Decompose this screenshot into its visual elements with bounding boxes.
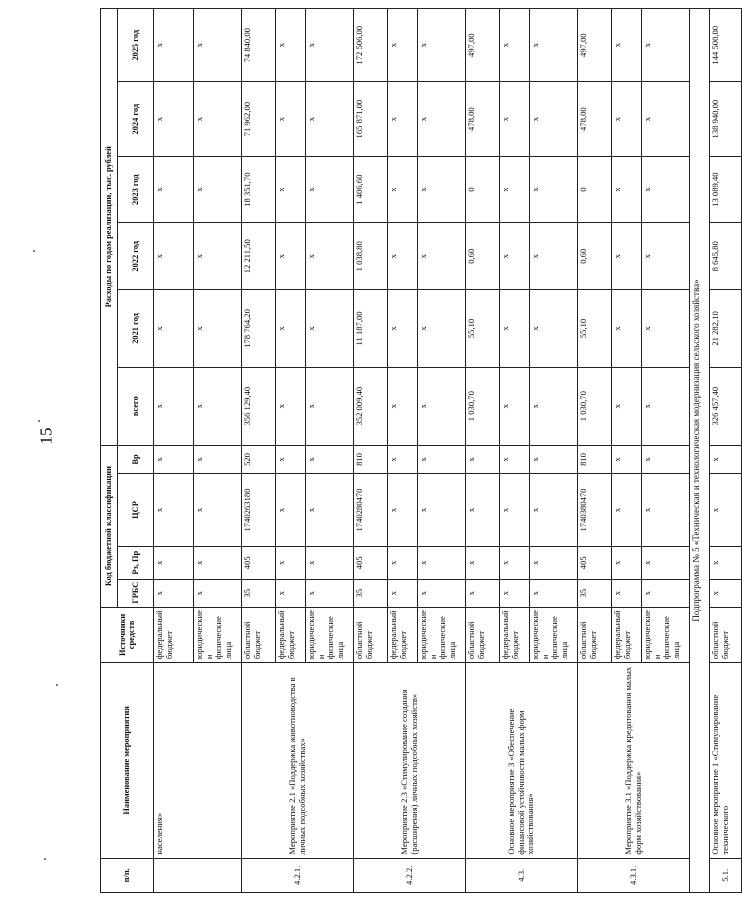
cell-2022: 1 038,80 — [354, 223, 388, 290]
cell-2025: х — [306, 9, 354, 82]
expenditure-table — [100, 8, 742, 893]
cell-csr: х — [530, 474, 578, 546]
scan-speck — [44, 858, 46, 860]
cell-vr: х — [418, 445, 466, 474]
cell-2025: х — [500, 9, 530, 82]
cell-vr: х — [466, 445, 500, 474]
cell-rzpr: х — [154, 546, 194, 579]
cell-total: х — [418, 367, 466, 445]
table-row — [710, 9, 742, 893]
cell-total: 352 009,40 — [354, 367, 388, 445]
cell-grbs: х — [154, 579, 194, 607]
cell-2021: х — [194, 290, 242, 368]
table-row — [354, 9, 388, 893]
cell-grbs: х — [418, 579, 466, 607]
cell-2025: х — [276, 9, 306, 82]
cell-2024: 165 871,00 — [354, 82, 388, 156]
row-source: федеральный бюджет — [276, 607, 306, 663]
cell-rzpr: 405 — [578, 546, 612, 579]
cell-2025: х — [530, 9, 578, 82]
cell-grbs: х — [530, 579, 578, 607]
cell-csr: х — [154, 474, 194, 546]
header-2024: 2024 год — [118, 82, 154, 156]
cell-2023: х — [154, 156, 194, 223]
cell-2023: х — [388, 156, 418, 223]
cell-2022: 8 645,80 — [710, 223, 742, 290]
cell-rzpr: х — [276, 546, 306, 579]
cell-rzpr: х — [418, 546, 466, 579]
cell-2021: х — [612, 290, 642, 368]
cell-total: х — [612, 367, 642, 445]
cell-total: х — [642, 367, 690, 445]
cell-2025: 497,00 — [578, 9, 612, 82]
cell-2023: х — [530, 156, 578, 223]
header-source: Источники средств — [101, 607, 154, 663]
cell-2021: х — [418, 290, 466, 368]
cell-2023: 13 089,40 — [710, 156, 742, 223]
row-name: Основное мероприятие 3 «Обеспечение финансовой устойчивости малых форм хозяйствования» — [466, 663, 578, 858]
row-name: Мероприятие 3.1 «Поддержка кредитования малых форм хозяйствования» — [578, 663, 690, 858]
cell-vr: х — [194, 445, 242, 474]
cell-vr: 810 — [578, 445, 612, 474]
page-number: 15 — [36, 427, 56, 445]
header-2025: 2025 год — [118, 9, 154, 82]
cell-vr: х — [530, 445, 578, 474]
cell-grbs: 35 — [242, 579, 276, 607]
cell-2024: х — [388, 82, 418, 156]
cell-2022: 0,60 — [578, 223, 612, 290]
row-source: юридические и физические лица — [194, 607, 242, 663]
cell-2021: 55,10 — [578, 290, 612, 368]
cell-vr: х — [642, 445, 690, 474]
cell-2022: х — [642, 223, 690, 290]
cell-csr: х — [418, 474, 466, 546]
cell-vr: х — [276, 445, 306, 474]
cell-grbs: 35 — [354, 579, 388, 607]
cell-total: х — [276, 367, 306, 445]
row-source: юридические и физические лица — [642, 607, 690, 663]
row-name: Основное мероприятие 1 «Стимулирование технического — [710, 663, 742, 858]
cell-vr: 810 — [354, 445, 388, 474]
cell-rzpr: х — [612, 546, 642, 579]
cell-2023: х — [276, 156, 306, 223]
cell-2024: 71 962,00 — [242, 82, 276, 156]
cell-csr: 1740280470 — [354, 474, 388, 546]
row-source: областной бюджет — [242, 607, 276, 663]
cell-rzpr: 405 — [354, 546, 388, 579]
table-row — [466, 9, 500, 893]
cell-2024: х — [154, 82, 194, 156]
header-expenses-group: Расходы по годам реализации, тыс. рублей — [101, 9, 118, 446]
cell-2025: х — [388, 9, 418, 82]
cell-2025: х — [154, 9, 194, 82]
cell-rzpr: х — [388, 546, 418, 579]
cell-csr: х — [500, 474, 530, 546]
row-num: 4.3.1. — [578, 858, 690, 892]
cell-2024: 478,00 — [578, 82, 612, 156]
cell-grbs: х — [306, 579, 354, 607]
cell-total: 326 457,40 — [710, 367, 742, 445]
row-source: областной бюджет — [578, 607, 612, 663]
header-csr: ЦСР — [118, 474, 154, 546]
cell-2022: х — [612, 223, 642, 290]
cell-2022: х — [194, 223, 242, 290]
cell-2021: х — [276, 290, 306, 368]
cell-2023: х — [642, 156, 690, 223]
row-name: населения» — [154, 663, 242, 858]
row-num: 4.2.2. — [354, 858, 466, 892]
row-source: юридические и физические лица — [306, 607, 354, 663]
header-name: Наименование мероприятия — [101, 663, 154, 858]
row-num: 5.1. — [710, 858, 742, 892]
cell-2022: 0,60 — [466, 223, 500, 290]
cell-grbs: х — [194, 579, 242, 607]
row-source: юридические и физические лица — [530, 607, 578, 663]
cell-grbs: х — [466, 579, 500, 607]
cell-2025: 74 840,00 — [242, 9, 276, 82]
cell-vr: х — [710, 445, 742, 474]
cell-total: 356 129,40 — [242, 367, 276, 445]
cell-2021: 21 282,10 — [710, 290, 742, 368]
cell-total: 1 030,70 — [466, 367, 500, 445]
cell-grbs: 35 — [578, 579, 612, 607]
cell-csr: х — [306, 474, 354, 546]
cell-2021: 55,10 — [466, 290, 500, 368]
cell-rzpr: х — [710, 546, 742, 579]
cell-vr: х — [612, 445, 642, 474]
cell-2022: х — [306, 223, 354, 290]
scan-speck — [38, 420, 40, 422]
subprogram-title: Подпрограмма № 5 «Техническая и технологическая модернизация сельского хозяйства» — [690, 9, 710, 893]
table-row — [242, 9, 276, 893]
cell-rzpr: х — [306, 546, 354, 579]
cell-rzpr: х — [500, 546, 530, 579]
cell-2024: х — [612, 82, 642, 156]
cell-rzpr: х — [466, 546, 500, 579]
row-source: федеральный бюджет — [388, 607, 418, 663]
cell-2021: х — [500, 290, 530, 368]
cell-2021: х — [530, 290, 578, 368]
cell-2021: 178 764,20 — [242, 290, 276, 368]
row-source: федеральный бюджет — [500, 607, 530, 663]
cell-2024: х — [194, 82, 242, 156]
cell-2025: х — [612, 9, 642, 82]
cell-rzpr: х — [530, 546, 578, 579]
header-rzpr: Рз, Пр — [118, 546, 154, 579]
cell-total: х — [306, 367, 354, 445]
cell-grbs: х — [612, 579, 642, 607]
cell-2024: х — [306, 82, 354, 156]
cell-csr: х — [612, 474, 642, 546]
cell-rzpr: х — [194, 546, 242, 579]
cell-2022: х — [388, 223, 418, 290]
header-code-group: Код бюджетной классификации — [101, 445, 118, 607]
row-source: областной бюджет — [466, 607, 500, 663]
cell-grbs: х — [710, 579, 742, 607]
cell-2023: х — [194, 156, 242, 223]
cell-2022: х — [530, 223, 578, 290]
cell-csr: х — [466, 474, 500, 546]
subprogram-row — [690, 9, 710, 893]
row-num: 4.3. — [466, 858, 578, 892]
cell-vr: х — [306, 445, 354, 474]
cell-2024: х — [530, 82, 578, 156]
cell-2023: 0 — [466, 156, 500, 223]
row-source: юридические и физические лица — [418, 607, 466, 663]
cell-csr: х — [642, 474, 690, 546]
cell-2021: х — [306, 290, 354, 368]
row-name: Мероприятие 2.1 «Поддержка животноводства в личных подсобных хозяйствах» — [242, 663, 354, 858]
cell-2023: 18 351,70 — [242, 156, 276, 223]
cell-2021: х — [642, 290, 690, 368]
cell-2025: х — [194, 9, 242, 82]
cell-total: х — [194, 367, 242, 445]
cell-total: х — [530, 367, 578, 445]
row-num — [154, 858, 242, 892]
cell-2023: х — [612, 156, 642, 223]
cell-2022: х — [418, 223, 466, 290]
cell-2024: х — [500, 82, 530, 156]
cell-csr: 1740380470 — [578, 474, 612, 546]
row-num: 4.2.1. — [242, 858, 354, 892]
row-source: областной бюджет — [710, 607, 742, 663]
cell-grbs: х — [388, 579, 418, 607]
cell-2025: 172 506,00 — [354, 9, 388, 82]
cell-total: х — [154, 367, 194, 445]
header-vr: Вр — [118, 445, 154, 474]
cell-2022: х — [276, 223, 306, 290]
cell-2023: х — [500, 156, 530, 223]
header-2021: 2021 год — [118, 290, 154, 368]
header-2022: 2022 год — [118, 223, 154, 290]
cell-2025: 144 500,00 — [710, 9, 742, 82]
cell-2024: х — [642, 82, 690, 156]
row-source: федеральный бюджет — [154, 607, 194, 663]
cell-2022: х — [154, 223, 194, 290]
cell-csr: х — [194, 474, 242, 546]
header-grbs: ГРБС — [118, 579, 154, 607]
cell-2025: х — [642, 9, 690, 82]
rotated-table-wrapper — [100, 8, 742, 893]
cell-2025: 497,00 — [466, 9, 500, 82]
cell-2024: х — [276, 82, 306, 156]
table-row — [578, 9, 612, 893]
cell-rzpr: х — [642, 546, 690, 579]
cell-2024: 138 940,00 — [710, 82, 742, 156]
cell-csr: х — [388, 474, 418, 546]
cell-vr: х — [500, 445, 530, 474]
cell-2024: х — [418, 82, 466, 156]
cell-2023: 0 — [578, 156, 612, 223]
header-row-1 — [101, 9, 118, 893]
cell-vr: х — [388, 445, 418, 474]
cell-rzpr: 405 — [242, 546, 276, 579]
cell-vr: х — [154, 445, 194, 474]
cell-2023: 1 406,60 — [354, 156, 388, 223]
cell-grbs: х — [500, 579, 530, 607]
cell-total: 1 030,70 — [578, 367, 612, 445]
cell-2024: 478,00 — [466, 82, 500, 156]
scan-speck — [56, 684, 58, 686]
header-num: п/п. — [101, 858, 154, 892]
scan-speck — [33, 250, 35, 252]
cell-2021: х — [154, 290, 194, 368]
cell-csr: х — [710, 474, 742, 546]
row-name: Мероприятие 2.3 «Стимулирование создания (расширения) личных подсобных хозяйств» — [354, 663, 466, 858]
table-row — [154, 9, 194, 893]
cell-total: х — [500, 367, 530, 445]
cell-csr: 1740263180 — [242, 474, 276, 546]
cell-grbs: х — [642, 579, 690, 607]
cell-2022: 12 211,50 — [242, 223, 276, 290]
cell-2021: х — [388, 290, 418, 368]
cell-2023: х — [306, 156, 354, 223]
cell-grbs: х — [276, 579, 306, 607]
cell-2021: 11 187,00 — [354, 290, 388, 368]
header-2023: 2023 год — [118, 156, 154, 223]
row-source: федеральный бюджет — [612, 607, 642, 663]
cell-csr: х — [276, 474, 306, 546]
cell-2022: х — [500, 223, 530, 290]
header-total: всего — [118, 367, 154, 445]
cell-2023: х — [418, 156, 466, 223]
cell-total: х — [388, 367, 418, 445]
cell-vr: 520 — [242, 445, 276, 474]
cell-2025: х — [418, 9, 466, 82]
row-source: областной бюджет — [354, 607, 388, 663]
